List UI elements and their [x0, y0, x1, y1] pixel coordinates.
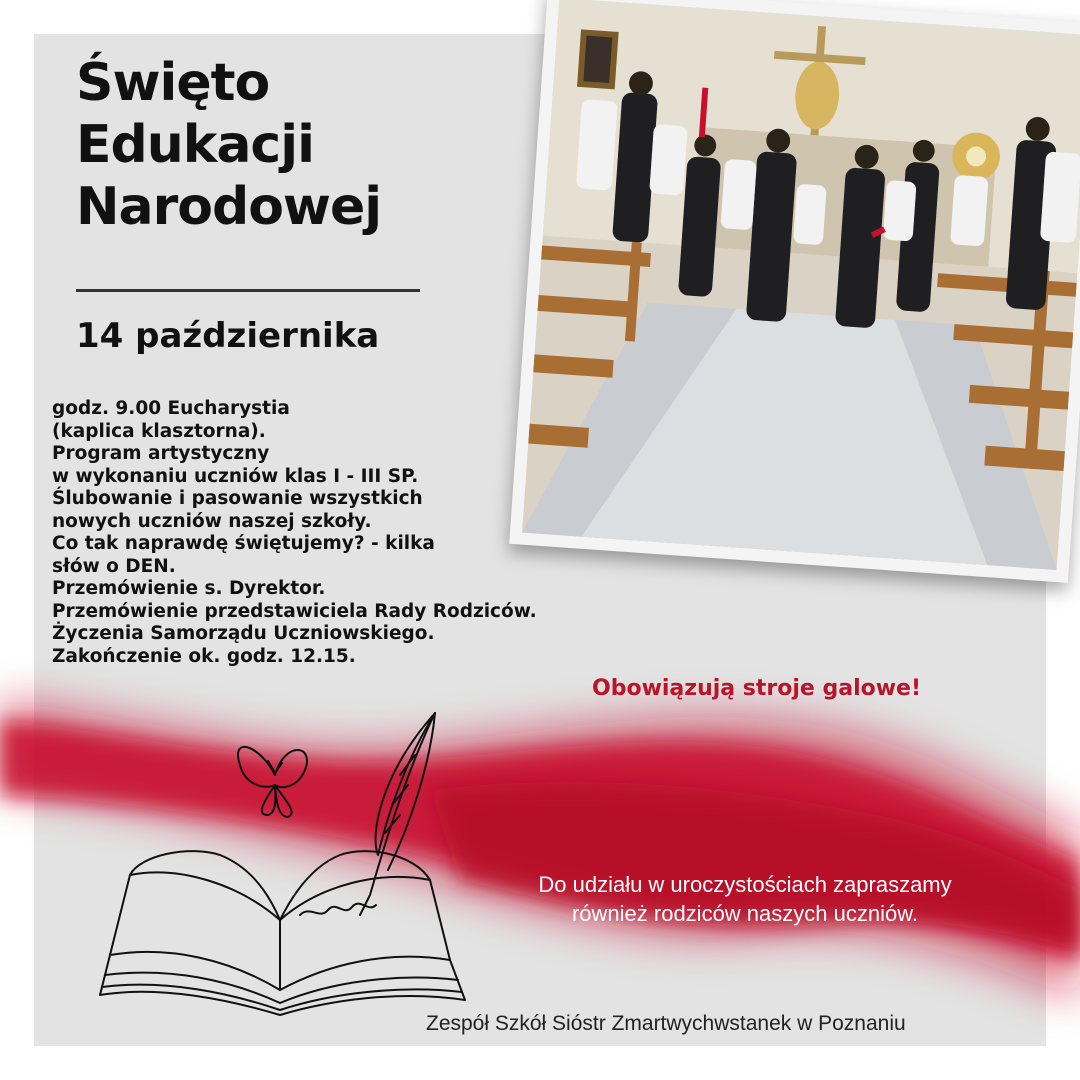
program-line: Ślubowanie i pasowanie wszystkich	[52, 488, 423, 509]
school-name-footer: Zespół Szkół Sióstr Zmartwychwstanek w Poznaniu	[426, 1012, 906, 1035]
program-line: (kaplica klasztorna).	[52, 420, 266, 442]
program-line: Życzenia Samorządu Uczniowskiego.	[52, 623, 435, 644]
title-line: Narodowej	[76, 177, 382, 237]
program-line: nowych uczniów naszej szkoły.	[52, 510, 372, 532]
title-divider	[76, 289, 420, 292]
parents-invitation	[470, 870, 1020, 928]
church-ceremony-photo	[522, 0, 1080, 570]
title-line: Święto	[76, 53, 270, 113]
invite-line: również rodziców naszych uczniów.	[571, 901, 919, 926]
invite-line: Do udziału w uroczystościach zapraszamy	[538, 872, 952, 897]
event-date: 14 października	[76, 316, 380, 356]
page-title	[76, 52, 496, 238]
program-line: Zakończenie ok. godz. 12.15.	[52, 645, 356, 667]
open-book-icon	[100, 851, 465, 1015]
program-line: godz. 9.00 Eucharystia	[52, 398, 290, 419]
photo-frame	[509, 0, 1080, 583]
quill-icon	[360, 713, 435, 915]
program-line: słów o DEN.	[52, 555, 176, 577]
program-line: w wykonaniu uczniów klas I - III SP.	[52, 465, 419, 487]
open-book-quill-butterfly-drawing	[70, 705, 490, 1025]
dress-code-notice: Obowiązują stroje galowe!	[592, 676, 922, 701]
program-line: Co tak naprawdę świętujemy? - kilka	[52, 533, 435, 554]
title-line: Edukacji	[76, 115, 314, 175]
program-line: Program artystyczny	[52, 443, 270, 464]
program-line: Przemówienie przedstawiciela Rady Rodziców.	[52, 600, 537, 622]
program-line: Przemówienie s. Dyrektor.	[52, 578, 326, 599]
butterfly-icon	[238, 747, 307, 817]
